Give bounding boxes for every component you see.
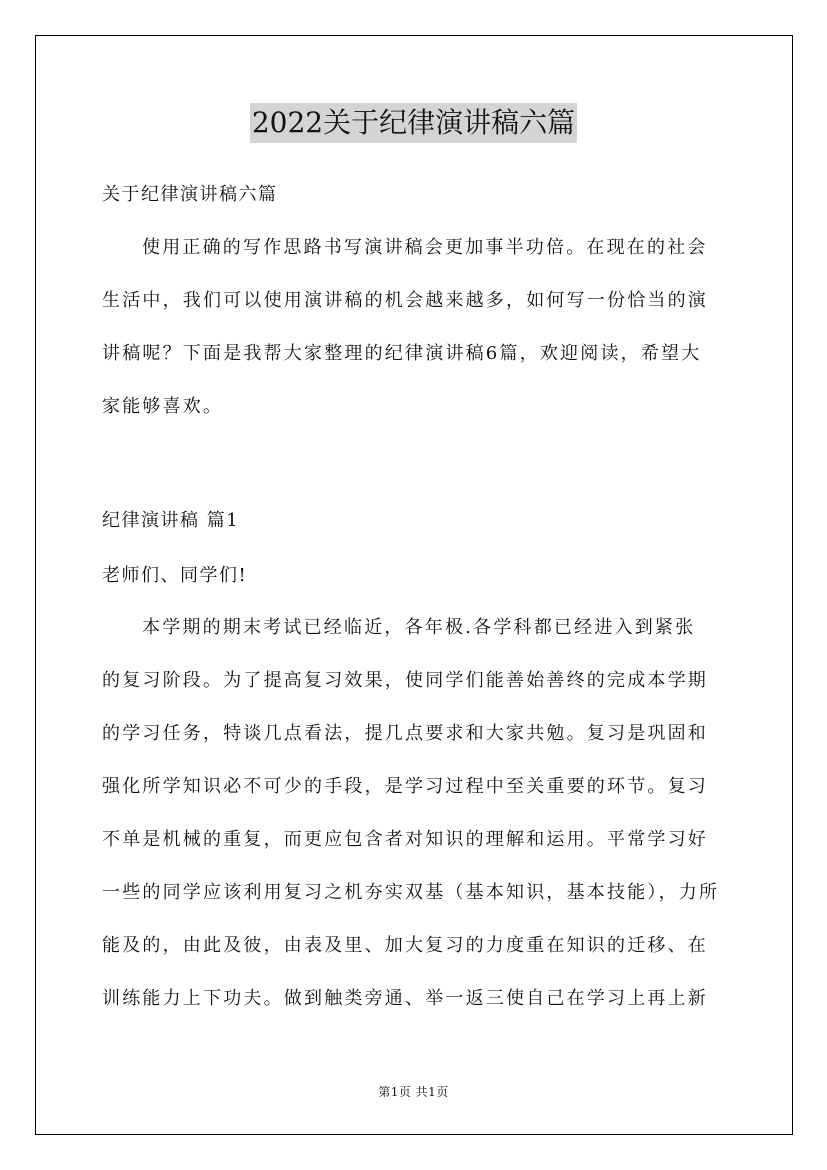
body-paragraph (102, 601, 726, 1025)
section-heading: 纪律演讲稿 篇1 (102, 510, 240, 531)
body-line: 强化所学知识必不可少的手段，是学习过程中至关重要的环节。复习 (102, 776, 708, 797)
greeting: 老师们、同学们! (102, 565, 248, 586)
intro-line: 讲稿呢？下面是我帮大家整理的纪律演讲稿6篇，欢迎阅读，希望大 (102, 343, 702, 364)
body-line: 训练能力上下功夫。做到触类旁通、举一返三使自己在学习上再上新 (102, 988, 708, 1009)
body-line: 能及的，由此及彼，由表及里、加大复习的力度重在知识的迁移、在 (102, 935, 708, 956)
intro-line: 使用正确的写作思路书写演讲稿会更加事半功倍。在现在的社会 (142, 237, 708, 258)
document-subtitle: 关于纪律演讲稿六篇 (102, 184, 278, 205)
intro-paragraph (102, 221, 726, 433)
intro-line: 生活中，我们可以使用演讲稿的机会越来越多，如何写一份恰当的演 (102, 290, 708, 311)
intro-line: 家能够喜欢。 (102, 396, 224, 417)
body-line: 本学期的期末考试已经临近，各年极.各学科都已经进入到紧张 (142, 617, 696, 638)
document-title: 2022关于纪律演讲稿六篇 (250, 103, 577, 143)
body-line: 不单是机械的重复，而更应包含者对知识的理解和运用。平常学习好 (102, 829, 708, 850)
body-line: 的复习阶段。为了提高复习效果，使同学们能善始善终的完成本学期 (102, 670, 708, 691)
page-footer: 第1页 共1页 (378, 1085, 449, 1099)
title-container (0, 103, 827, 143)
body-line: 一些的同学应该利用复习之机夯实双基（基本知识，基本技能），力所 (102, 882, 720, 903)
body-line: 的学习任务，特谈几点看法，提几点要求和大家共勉。复习是巩固和 (102, 723, 708, 744)
